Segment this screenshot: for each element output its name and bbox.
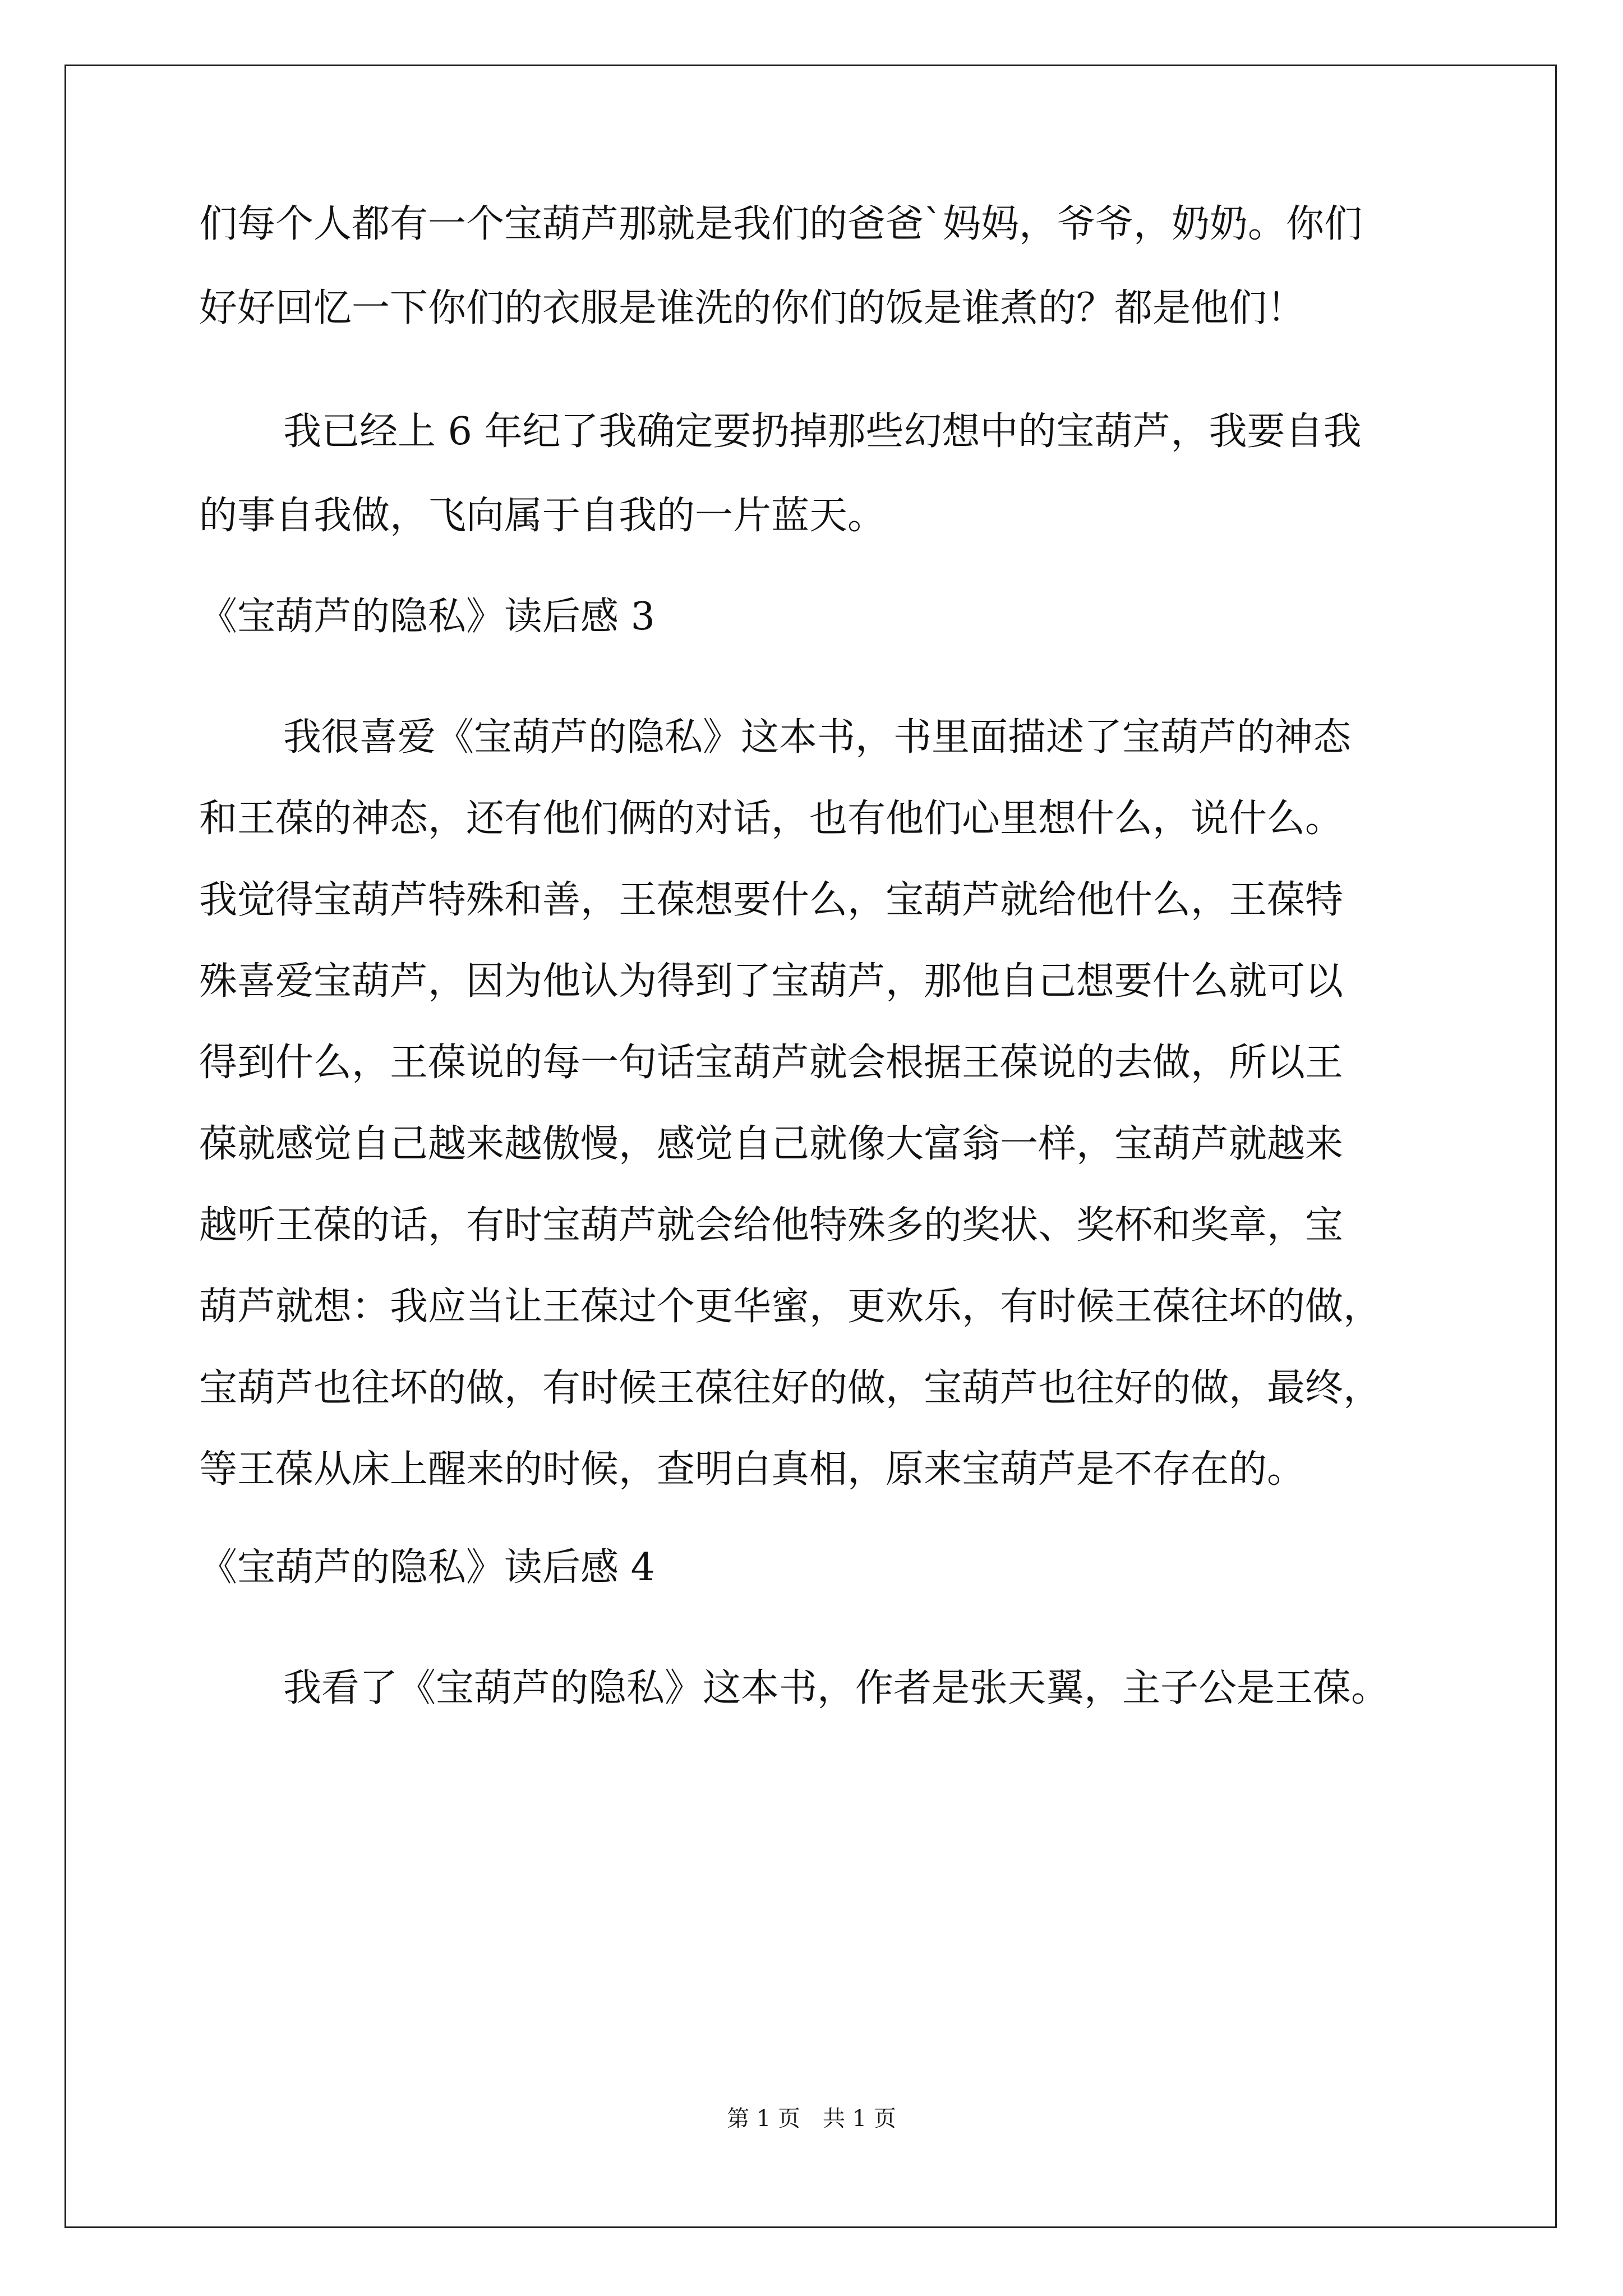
text-line: 得到什么，王葆说的每一句话宝葫芦就会根据王葆说的去做，所以王 [199, 1041, 1344, 1085]
paragraph-first-line: 我看了《宝葫芦的隐私》这本书，作者是张天翼，主子公是王葆。 [283, 1666, 1390, 1710]
section-heading: 《宝葫芦的隐私》读后感 3 [199, 595, 655, 639]
text-line: 们每个人都有一个宝葫芦那就是我们的爸爸`妈妈，爷爷，奶奶。你们 [199, 202, 1363, 246]
page-number: 第 1 页 共 1 页 [727, 2106, 896, 2132]
section-heading: 《宝葫芦的隐私》读后感 4 [199, 1545, 655, 1590]
paragraph-first-line: 我已经上 6 年纪了我确定要扔掉那些幻想中的宝葫芦，我要自我 [283, 409, 1362, 454]
text-line: 宝葫芦也往坏的做，有时候王葆往好的做，宝葫芦也往好的做，最终， [199, 1366, 1382, 1410]
text-line: 殊喜爱宝葫芦，因为他认为得到了宝葫芦，那他自己想要什么就可以 [199, 959, 1344, 1004]
text-line: 葆就感觉自己越来越傲慢，感觉自己就像大富翁一样，宝葫芦就越来 [199, 1122, 1344, 1166]
text-line: 葫芦就想：我应当让王葆过个更华蜜，更欢乐，有时候王葆往坏的做， [199, 1285, 1382, 1329]
text-line: 好好回忆一下你们的衣服是谁洗的你们的饭是谁煮的？都是他们！ [199, 286, 1306, 330]
text-line: 等王葆从床上醒来的时候，查明白真相，原来宝葫芦是不存在的。 [199, 1447, 1306, 1492]
text-line: 的事自我做，飞向属于自我的一片蓝天。 [199, 494, 886, 538]
text-line: 我觉得宝葫芦特殊和善，王葆想要什么，宝葫芦就给他什么，王葆特 [199, 878, 1344, 922]
text-line: 和王葆的神态，还有他们俩的对话，也有他们心里想什么，说什么。 [199, 797, 1344, 841]
paragraph-first-line: 我很喜爱《宝葫芦的隐私》这本书，书里面描述了宝葫芦的神态 [283, 715, 1352, 760]
text-line: 越听王葆的话，有时宝葫芦就会给他特殊多的奖状、奖杯和奖章，宝 [199, 1203, 1344, 1248]
